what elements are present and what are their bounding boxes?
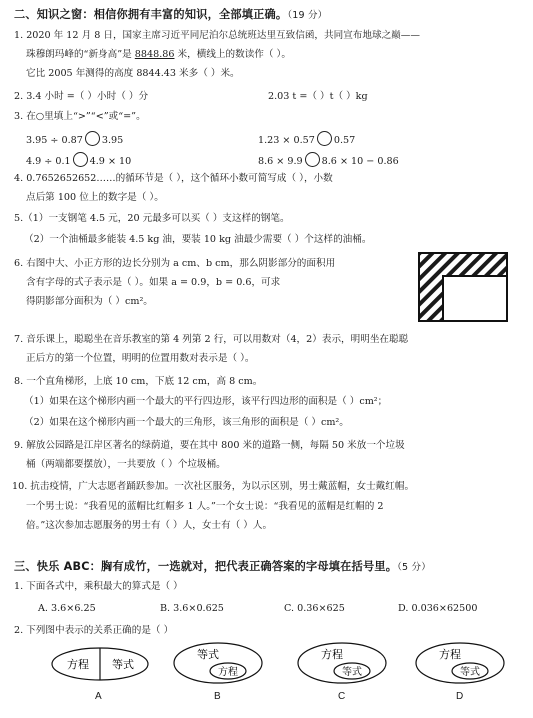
q10-line1: 10. 抗击疫情，广大志愿者踊跃参加。一次社区服务，为以示区别，男士戴蓝帽，女士戴红帽。: [12, 481, 415, 492]
venn-caption-a[interactable]: A: [95, 691, 102, 702]
venn-option-d: [414, 640, 506, 686]
compare-circle[interactable]: [305, 152, 320, 167]
q5-line1: 5.（1）一支钢笔 4.5 元，20 元最多可以买（ ）支这样的钢笔。: [14, 213, 290, 224]
q1-underlined-number: 8848.86: [134, 49, 175, 60]
q3-c-left: 4.9 ÷ 0.1: [26, 156, 71, 167]
venn-option-a: [50, 645, 150, 683]
q3-d-right: 8.6 × 10 − 0.86: [321, 156, 399, 167]
s3q1-option-c[interactable]: C. 0.36×625: [284, 603, 345, 614]
q10-line3: 倍。”这次参加志愿服务的男士有（ ）人，女士有（ ）人。: [26, 520, 273, 531]
venn-c-formula: 等式: [342, 667, 362, 678]
venn-b-equation: 方程: [218, 667, 238, 678]
venn-caption-c[interactable]: C: [338, 691, 346, 702]
q8-line2: （1）如果在这个梯形内画一个最大的平行四边形，该平行四边形的面积是（ ）cm²；: [24, 396, 388, 407]
s3q2-stem: 2. 下列图中表示的关系正确的是（ ）: [14, 625, 174, 636]
q2-left: 2. 3.4 小时 =（ ）小时（ ）分: [14, 91, 149, 102]
q1-line1: 1. 2020 年 12 月 8 日，国家主席习近平同尼泊尔总统班达里互致信函，共同宣布地球之巅——: [14, 30, 420, 41]
q8-line3: （2）如果在这个梯形内画一个最大的三角形，该三角形的面积是（ ）cm²。: [24, 417, 349, 428]
q2-right: 2.03 t =（ ）t（ ）kg: [268, 91, 368, 102]
venn-caption-b[interactable]: B: [214, 691, 221, 702]
small-square: [443, 276, 507, 321]
q3-a-left: 3.95 ÷ 0.87: [26, 135, 83, 146]
q3-b-right: 0.57: [333, 135, 356, 146]
q4-line1: 4. 0.7652652652……的循环节是（ ），这个循环小数可简写成（ ），小数: [14, 173, 333, 184]
venn-option-c: [296, 640, 388, 686]
q7-line1: 7. 音乐课上，聪聪坐在音乐教室的第 4 列第 2 行，可以用数对（4，2）表示，明明坐在聪聪: [14, 334, 409, 345]
venn-b-formula: 等式: [197, 648, 219, 661]
q6-line2: 含有字母的式子表示是（ ）。如果 a = 0.9，b = 0.6，可求: [26, 277, 281, 288]
venn-d-formula: 等式: [460, 667, 480, 678]
q3-intro: 3. 在○里填上“>”“<”或“=”。: [14, 111, 146, 122]
q3-a-right: 3.95: [101, 135, 124, 146]
q8-line1: 8. 一个直角梯形，上底 10 cm，下底 12 cm，高 8 cm。: [14, 376, 263, 387]
q4-line2: 点后第 100 位上的数字是（ ）。: [26, 192, 164, 203]
q5-line2: （2）一个油桶最多能装 4.5 kg 油，要装 10 kg 油最少需要（ ）个这样的油桶。: [24, 234, 372, 245]
q1-line2-a: 珠穆朗玛峰的“新身高”是: [26, 49, 135, 60]
section3-score: （5 分）: [397, 562, 431, 573]
q3-c-right: 4.9 × 10: [89, 156, 132, 167]
q3-item-d: [258, 152, 399, 168]
q1-line2-b: 米，横线上的数读作（ ）。: [174, 49, 291, 60]
q9-line1: 9. 解放公园路是江岸区著名的绿荫道，要在其中 800 米的道路一侧，每隔 50 米放一个垃圾: [14, 440, 405, 451]
q3-b-left: 1.23 × 0.57: [258, 135, 315, 146]
q7-line2: 正后方的第一个位置，明明的位置用数对表示是（ ）。: [26, 353, 255, 364]
s3q1-option-a[interactable]: A. 3.6×6.25: [38, 603, 96, 614]
section2-title-text: 二、知识之窗：相信你拥有丰富的知识，全部填正确。: [14, 8, 288, 21]
compare-circle[interactable]: [85, 131, 100, 146]
section3-title-text: 三、快乐 ABC：胸有成竹，一选就对，把代表正确答案的字母填在括号里。: [14, 560, 398, 573]
s3q1-option-b[interactable]: B. 3.6×0.625: [160, 603, 224, 614]
section2-title: [14, 6, 327, 22]
section3-title: [14, 558, 431, 574]
compare-circle[interactable]: [317, 131, 332, 146]
venn-a-formula: 等式: [112, 658, 134, 671]
q1-line3: 它比 2005 年测得的高度 8844.43 米多（ ）米。: [26, 68, 240, 79]
compare-circle[interactable]: [73, 152, 88, 167]
q10-line2: 一个男士说：“我看见的蓝帽比红帽多 1 人。”一个女士说：“我看见的蓝帽是红帽的 2: [26, 501, 384, 512]
venn-caption-d[interactable]: D: [456, 691, 464, 702]
q3-item-a: [26, 131, 123, 147]
s3q1-stem: 1. 下面各式中，乘积最大的算式是（ ）: [14, 581, 183, 592]
section2-score: （19 分）: [287, 10, 328, 21]
squares-figure: [418, 252, 508, 322]
s3q1-option-d[interactable]: D. 0.036×62500: [398, 603, 478, 614]
q6-line1: 6. 右图中大、小正方形的边长分别为 a cm、b cm，那么阴影部分的面积用: [14, 258, 336, 269]
venn-d-equation: 方程: [439, 648, 461, 661]
q9-line2: 桶（两端都要摆放），一共要放（ ）个垃圾桶。: [26, 459, 226, 470]
venn-option-b: [172, 640, 264, 686]
q6-line3: 得阴影部分面积为（ ）cm²。: [26, 296, 153, 307]
q3-item-b: [258, 131, 355, 147]
q1-line2: [26, 48, 291, 61]
venn-a-equation: 方程: [67, 658, 89, 671]
q3-d-left: 8.6 × 9.9: [258, 156, 303, 167]
q3-item-c: [26, 152, 131, 168]
venn-c-equation: 方程: [321, 648, 343, 661]
